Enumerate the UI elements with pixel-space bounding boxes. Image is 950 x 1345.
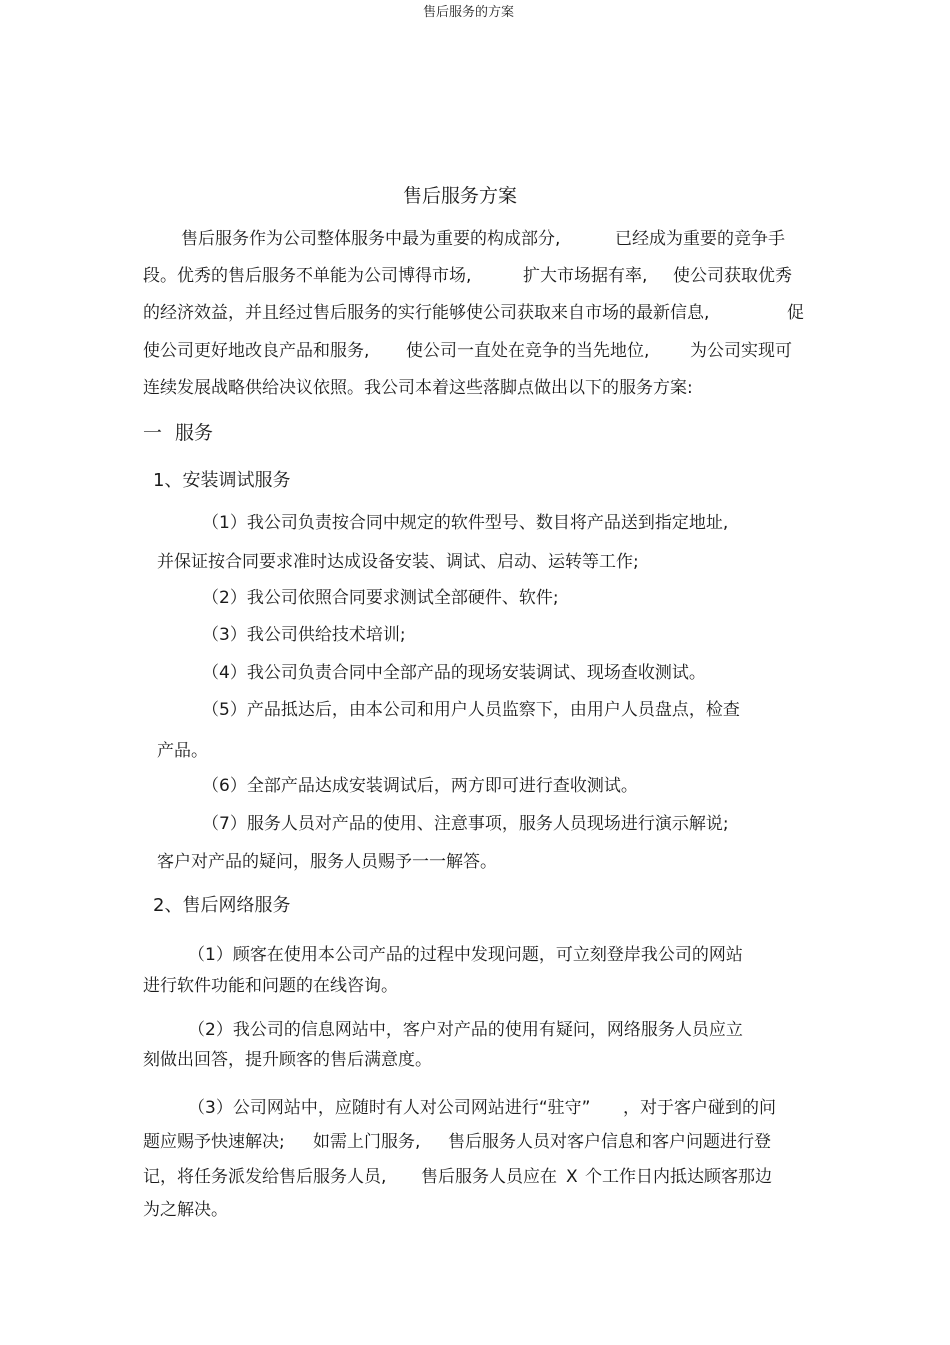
intro-text: 扩大市场据有率,: [523, 266, 648, 286]
list-item: 如需上门服务,: [313, 1132, 421, 1152]
list-item: 题应赐予快速解决;: [143, 1132, 285, 1152]
list-item: 售后服务人员应在: [421, 1167, 557, 1187]
list-item: 售后服务人员对客户信息和客户问题进行登: [448, 1132, 771, 1152]
list-item: （1）顾客在使用本公司产品的过程中发现问题，可立刻登岸我公司的网站: [188, 945, 743, 965]
list-item: 为之解决。: [143, 1200, 228, 1220]
intro-text: 连续发展战略供给决议依照。我公司本着这些落脚点做出以下的服务方案:: [143, 378, 693, 398]
list-item: X: [566, 1167, 578, 1187]
list-item: 并保证按合同要求准时达成设备安装、调试、启动、运转等工作;: [157, 552, 639, 572]
subsection-title: 1、安装调试服务: [153, 470, 291, 491]
intro-text: 售后服务作为公司整体服务中最为重要的构成部分,: [181, 229, 561, 249]
section-title: 服务: [175, 422, 214, 444]
list-item: 刻做出回答，提升顾客的售后满意度。: [143, 1050, 432, 1070]
list-item: ，对于客户碰到的问: [623, 1098, 776, 1118]
list-item: 个工作日内抵达顾客那边: [585, 1167, 772, 1187]
intro-text: 为公司实现可: [690, 341, 792, 361]
intro-text: 段。优秀的售后服务不单能为公司博得市场,: [143, 266, 472, 286]
list-item: （2）我公司依照合同要求测试全部硬件、软件;: [202, 588, 559, 608]
running-header: 售后服务的方案: [423, 5, 515, 20]
list-item: 记，将任务派发给售后服务人员,: [143, 1167, 387, 1187]
subsection-title: 2、售后网络服务: [153, 895, 291, 916]
list-item: （4）我公司负责合同中全部产品的现场安装调试、现场查收测试。: [202, 663, 706, 683]
intro-text: 使公司一直处在竞争的当先地位,: [406, 341, 650, 361]
list-item: 产品。: [157, 741, 208, 761]
intro-text: 的经济效益，并且经过售后服务的实行能够使公司获取来自市场的最新信息,: [143, 303, 710, 323]
document-title: 售后服务方案: [403, 185, 518, 207]
list-item: （7）服务人员对产品的使用、注意事项，服务人员现场进行演示解说;: [202, 814, 729, 834]
list-item: 客户对产品的疑问，服务人员赐予一一解答。: [157, 852, 497, 872]
intro-text: 使公司更好地改良产品和服务,: [143, 341, 370, 361]
list-item: （1）我公司负责按合同中规定的软件型号、数目将产品送到指定地址,: [202, 513, 729, 533]
list-item: （5）产品抵达后，由本公司和用户人员监察下，由用户人员盘点，检查: [202, 700, 740, 720]
section-number: 一: [143, 422, 163, 444]
list-item: （3）公司网站中，应随时有人对公司网站进行“驻守”: [188, 1098, 591, 1118]
list-item: 进行软件功能和问题的在线咨询。: [143, 976, 398, 996]
intro-text: 已经成为重要的竞争手: [615, 229, 785, 249]
intro-text: 促: [787, 303, 804, 323]
list-item: （6）全部产品达成安装调试后，两方即可进行查收测试。: [202, 776, 638, 796]
intro-text: 使公司获取优秀: [673, 266, 792, 286]
list-item: （2）我公司的信息网站中，客户对产品的使用有疑问，网络服务人员应立: [188, 1020, 743, 1040]
list-item: （3）我公司供给技术培训;: [202, 625, 406, 645]
